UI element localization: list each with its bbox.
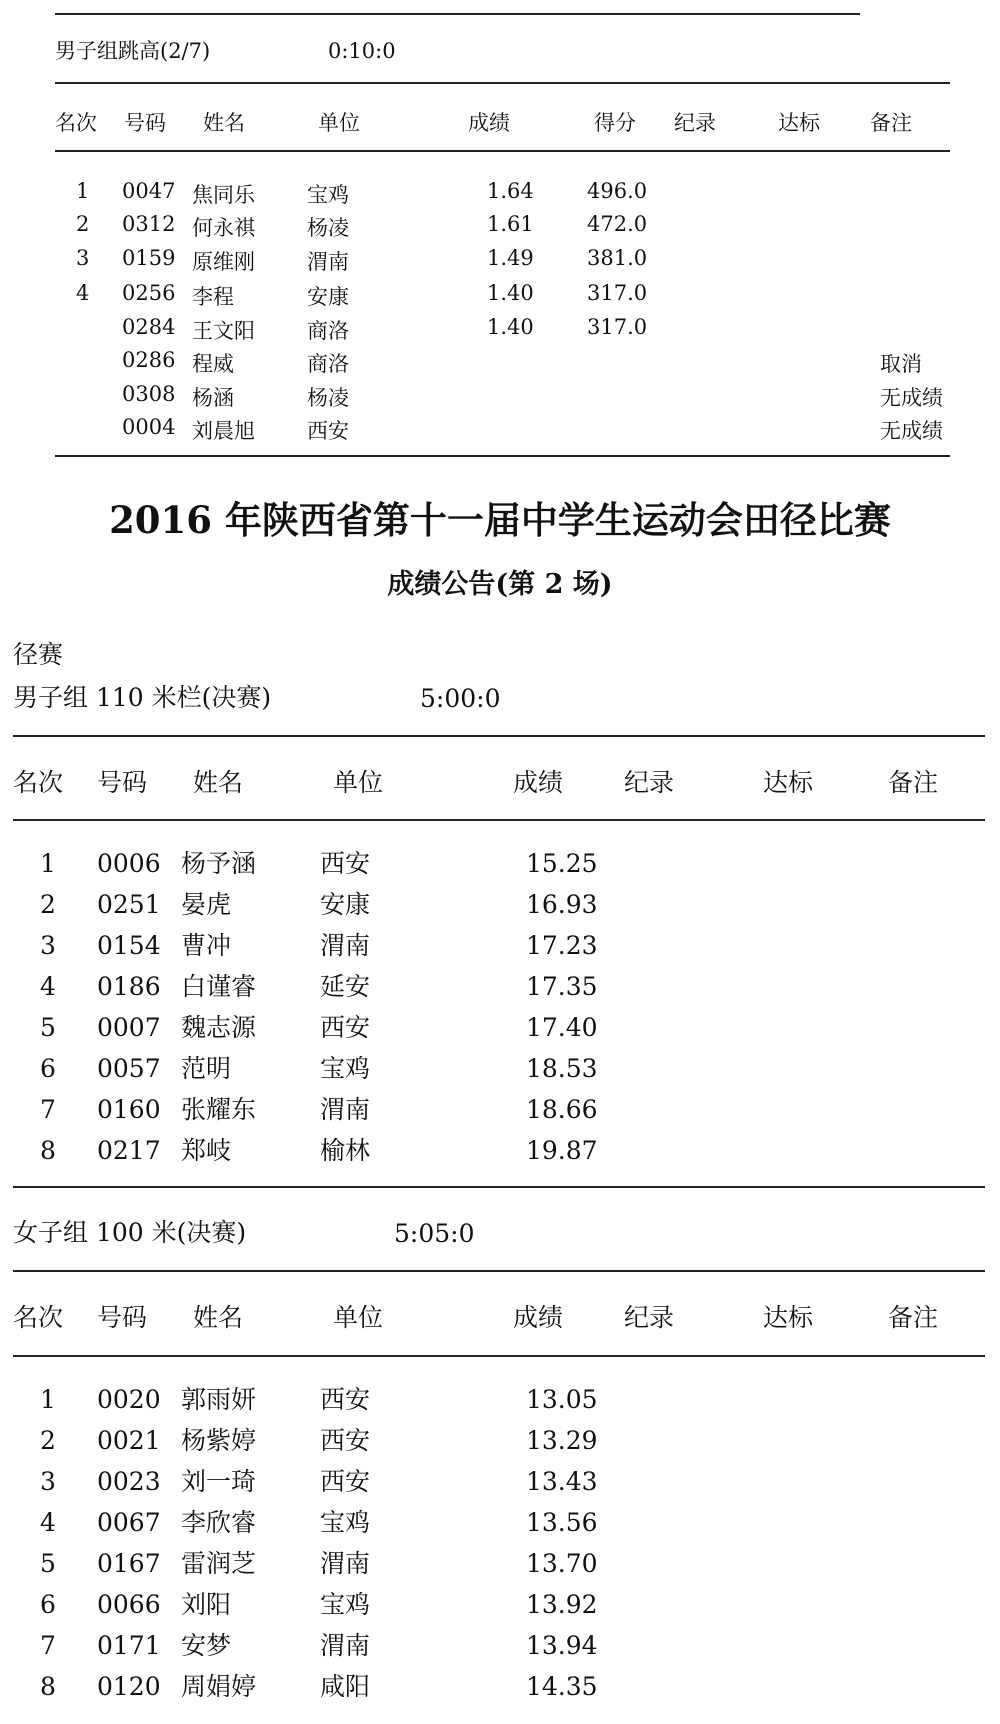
result-cell: 18.53 [526,1054,598,1083]
event-time: 5:00:0 [420,684,501,713]
name-cell: 杨予涵 [181,849,257,878]
name-cell: 刘一琦 [181,1467,257,1496]
unit-cell: 西安 [320,849,371,878]
header-result: 成绩 [513,1303,564,1332]
number-cell: 0167 [97,1549,161,1578]
note-cell: 无成绩 [880,419,943,443]
rank-cell: 6 [40,1590,56,1619]
result-cell: 13.92 [526,1590,598,1619]
result-cell: 13.94 [526,1631,598,1660]
number-cell: 0023 [97,1467,161,1496]
result-cell: 18.66 [526,1095,598,1124]
divider [13,819,985,821]
number-cell: 0312 [122,212,176,236]
rank-cell: 2 [76,212,90,236]
number-cell: 0047 [122,179,176,203]
header-note: 备注 [888,768,939,797]
number-cell: 0171 [97,1631,161,1660]
header-rank: 名次 [13,768,64,797]
rank-cell: 3 [40,1467,56,1496]
number-cell: 0057 [97,1054,161,1083]
name-cell: 程威 [192,352,234,376]
event-title: 男子组跳高(2/7) [55,39,211,63]
header-standard: 达标 [763,1303,814,1332]
divider [55,150,950,152]
name-cell: 魏志源 [181,1013,257,1042]
result-cell: 17.35 [526,972,598,1001]
rank-cell: 6 [40,1054,56,1083]
number-cell: 0256 [122,281,176,305]
name-cell: 刘晨旭 [192,419,255,443]
number-cell: 0066 [97,1590,161,1619]
note-cell: 取消 [880,352,922,376]
unit-cell: 宝鸡 [320,1054,371,1083]
number-cell: 0186 [97,972,161,1001]
result-cell: 13.56 [526,1508,598,1537]
note-cell: 无成绩 [880,386,943,410]
page-title: 2016 年陕西省第十一届中学生运动会田径比赛 [109,498,891,542]
track-label: 径赛 [13,640,64,669]
rank-cell: 4 [76,281,90,305]
rank-cell: 3 [40,931,56,960]
rank-cell: 5 [40,1013,56,1042]
header-note: 备注 [870,111,912,135]
result-cell: 1.61 [487,212,534,236]
event-title: 男子组 110 米栏(决赛) [13,683,272,712]
result-cell: 13.70 [526,1549,598,1578]
unit-cell: 咸阳 [320,1672,371,1701]
unit-cell: 渭南 [320,1631,371,1660]
name-cell: 雷润芝 [181,1549,257,1578]
rank-cell: 1 [40,849,56,878]
unit-cell: 渭南 [320,1549,371,1578]
divider [13,1186,985,1188]
unit-cell: 安康 [307,285,349,309]
number-cell: 0154 [97,931,161,960]
unit-cell: 西安 [320,1013,371,1042]
result-cell: 17.40 [526,1013,598,1042]
name-cell: 安梦 [181,1631,232,1660]
name-cell: 王文阳 [192,319,255,343]
score-cell: 317.0 [587,315,648,339]
header-score: 得分 [594,111,636,135]
score-cell: 472.0 [587,212,648,236]
number-cell: 0251 [97,890,161,919]
header-unit: 单位 [333,1303,384,1332]
result-cell: 15.25 [526,849,598,878]
unit-cell: 西安 [320,1385,371,1414]
header-number: 号码 [124,111,166,135]
rank-cell: 8 [40,1672,56,1701]
rank-cell: 4 [40,1508,56,1537]
number-cell: 0308 [122,382,176,406]
unit-cell: 商洛 [307,319,349,343]
rank-cell: 3 [76,246,90,270]
unit-cell: 宝鸡 [307,183,349,207]
result-cell: 1.49 [487,246,534,270]
number-cell: 0284 [122,315,176,339]
unit-cell: 安康 [320,890,371,919]
unit-cell: 渭南 [320,1095,371,1124]
unit-cell: 西安 [320,1467,371,1496]
event-title: 女子组 100 米(决赛) [13,1218,247,1247]
name-cell: 刘阳 [181,1590,232,1619]
unit-cell: 榆林 [320,1136,371,1165]
rank-cell: 2 [40,890,56,919]
unit-cell: 宝鸡 [320,1590,371,1619]
event-time: 5:05:0 [394,1219,475,1248]
rank-cell: 2 [40,1426,56,1455]
header-record: 纪录 [624,768,675,797]
divider [13,1355,985,1357]
unit-cell: 渭南 [320,931,371,960]
header-number: 号码 [97,1303,148,1332]
header-rank: 名次 [55,111,97,135]
unit-cell: 延安 [320,972,371,1001]
rank-cell: 4 [40,972,56,1001]
result-cell: 1.40 [487,281,534,305]
number-cell: 0021 [97,1426,161,1455]
result-cell: 14.35 [526,1672,598,1701]
unit-cell: 西安 [320,1426,371,1455]
score-cell: 317.0 [587,281,648,305]
header-note: 备注 [888,1303,939,1332]
header-record: 纪录 [674,111,716,135]
header-name: 姓名 [193,768,244,797]
name-cell: 杨紫婷 [181,1426,257,1455]
result-cell: 17.23 [526,931,598,960]
result-cell: 19.87 [526,1136,598,1165]
divider [13,1270,985,1272]
result-cell: 13.05 [526,1385,598,1414]
name-cell: 杨涵 [192,386,234,410]
header-name: 姓名 [193,1303,244,1332]
divider [55,82,950,84]
number-cell: 0120 [97,1672,161,1701]
header-rank: 名次 [13,1303,64,1332]
name-cell: 李欣睿 [181,1508,257,1537]
rank-cell: 8 [40,1136,56,1165]
name-cell: 范明 [181,1054,232,1083]
unit-cell: 渭南 [307,250,349,274]
header-record: 纪录 [624,1303,675,1332]
header-result: 成绩 [468,111,510,135]
rank-cell: 7 [40,1095,56,1124]
name-cell: 晏虎 [181,890,232,919]
name-cell: 李程 [192,285,234,309]
number-cell: 0159 [122,246,176,270]
unit-cell: 商洛 [307,352,349,376]
unit-cell: 西安 [307,419,349,443]
rank-cell: 1 [40,1385,56,1414]
rank-cell: 5 [40,1549,56,1578]
number-cell: 0020 [97,1385,161,1414]
number-cell: 0004 [122,415,176,439]
divider [55,455,950,457]
score-cell: 381.0 [587,246,648,270]
number-cell: 0286 [122,348,176,372]
header-unit: 单位 [318,111,360,135]
header-number: 号码 [97,768,148,797]
result-cell: 16.93 [526,890,598,919]
rank-cell: 7 [40,1631,56,1660]
number-cell: 0217 [97,1136,161,1165]
divider [13,735,985,737]
name-cell: 郭雨妍 [181,1385,257,1414]
number-cell: 0006 [97,849,161,878]
unit-cell: 杨凌 [307,386,349,410]
header-standard: 达标 [778,111,820,135]
name-cell: 周娟婷 [181,1672,257,1701]
name-cell: 张耀东 [181,1095,257,1124]
header-result: 成绩 [513,768,564,797]
score-cell: 496.0 [587,179,648,203]
divider [55,13,860,15]
number-cell: 0007 [97,1013,161,1042]
result-cell: 1.40 [487,315,534,339]
rank-cell: 1 [76,179,90,203]
header-standard: 达标 [763,768,814,797]
header-name: 姓名 [203,111,245,135]
name-cell: 郑岐 [181,1136,232,1165]
number-cell: 0067 [97,1508,161,1537]
name-cell: 白谨睿 [181,972,257,1001]
number-cell: 0160 [97,1095,161,1124]
name-cell: 何永祺 [192,216,255,240]
name-cell: 原维刚 [192,250,255,274]
name-cell: 焦同乐 [192,183,255,207]
page-subtitle: 成绩公告(第 2 场) [387,569,613,600]
result-cell: 1.64 [487,179,534,203]
result-cell: 13.29 [526,1426,598,1455]
name-cell: 曹冲 [181,931,232,960]
unit-cell: 杨凌 [307,216,349,240]
result-cell: 13.43 [526,1467,598,1496]
header-unit: 单位 [333,768,384,797]
unit-cell: 宝鸡 [320,1508,371,1537]
event-time: 0:10:0 [328,39,396,63]
